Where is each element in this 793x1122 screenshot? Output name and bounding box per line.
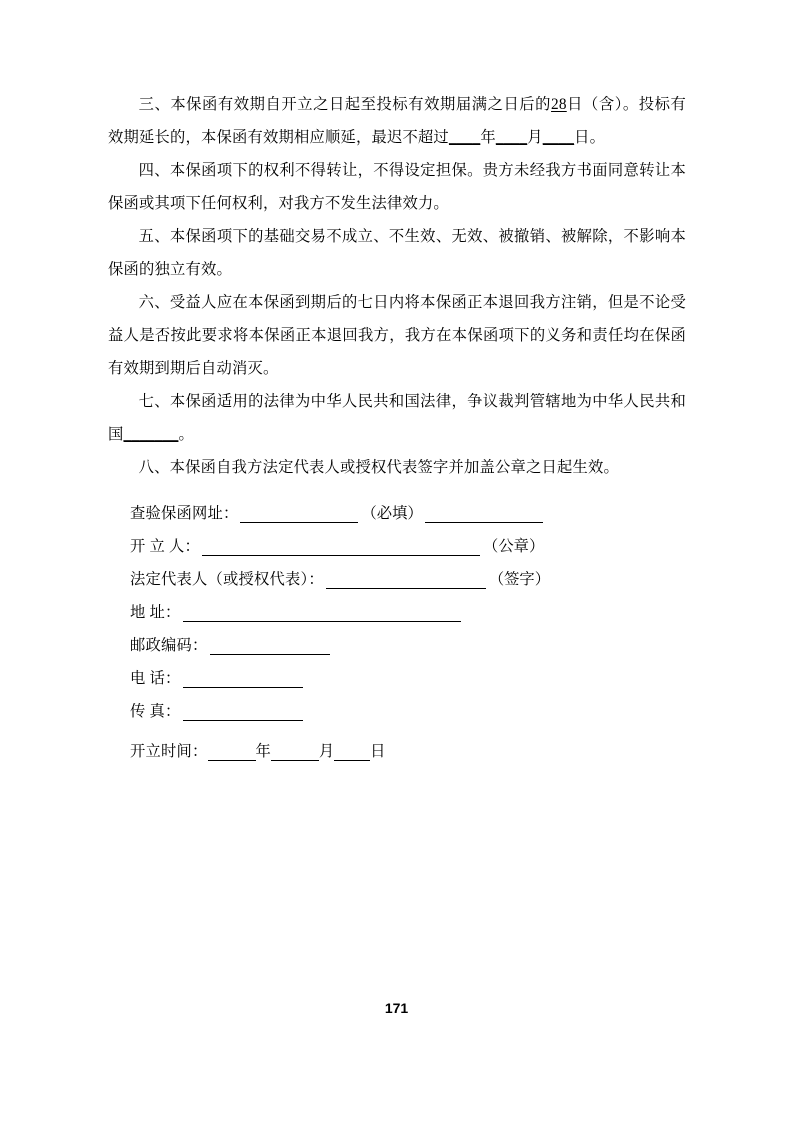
telephone-line — [183, 672, 303, 688]
clause-7-jurisdiction-blank: _______ — [123, 426, 179, 443]
field-row-postcode — [130, 622, 686, 655]
legal-rep-label: 法定代表人（或授权代表）： — [130, 571, 324, 588]
field-row-legal-rep — [130, 556, 686, 589]
paragraph-clause-4: 四、本保函项下的权利不得转让，不得设定担保。贵方未经我方书面同意转让本保函或其项下任何权利，对我方不发生法律效力。 — [108, 162, 686, 212]
issuer-note: （公章） — [483, 538, 545, 555]
paragraph-clause-7 — [108, 385, 686, 451]
telephone-label: 电 话： — [130, 670, 181, 687]
paragraph-clause-6: 六、受益人应在本保函到期后的七日内将本保函正本退回我方注销，但是不论受益人是否按此要求将本保函正本退回我方，我方在本保函项下的义务和责任均在保函有效期到期后自动消灭。 — [108, 294, 686, 377]
clause-7-text-part-2: 。 — [178, 426, 194, 443]
field-row-telephone — [130, 655, 686, 688]
paragraph-clause-8: 八、本保函自我方法定代表人或授权代表签字并加盖公章之日起生效。 — [138, 459, 619, 476]
paragraph-clause-5: 五、本保函项下的基础交易不成立、不生效、无效、被撤销、被解除，不影响本保函的独立有效。 — [108, 228, 686, 278]
issue-date-label: 开立时间： — [130, 743, 208, 760]
field-row-issuer — [130, 523, 686, 556]
issue-date-month-label: 月 — [318, 743, 335, 760]
issue-date-year-blank — [208, 745, 256, 761]
legal-rep-note: （签字） — [488, 571, 551, 588]
clause-7-text-part-1: 七、本保函适用的法律为中华人民共和国法律，争议裁判管辖地为中华人民共和国 — [108, 393, 686, 443]
clause-3-text-part-1: 三、本保函有效期自开立之日起至投标有效期届满之日后的 — [138, 96, 552, 113]
field-row-fax — [130, 688, 686, 721]
issuer-label: 开 立 人： — [130, 538, 201, 555]
clause-3-year-label: 年 — [480, 129, 496, 146]
verify-url-line-part-2 — [425, 507, 543, 523]
clause-3-year-blank: ____ — [448, 129, 481, 146]
document-body — [108, 88, 686, 761]
verify-url-label: 查验保函网址： — [130, 505, 239, 522]
clause-3-day-blank: ____ — [542, 129, 575, 146]
field-row-issue-date — [130, 721, 686, 761]
issue-date-month-blank — [271, 745, 319, 761]
clause-3-day-label: 日。 — [574, 129, 606, 146]
verify-url-line-part-1 — [240, 507, 358, 523]
field-row-verify-url — [130, 490, 686, 523]
signature-fields — [108, 490, 686, 761]
fax-line — [183, 705, 303, 721]
verify-url-note: （必填） — [361, 505, 423, 522]
clause-3-month-label: 月 — [527, 129, 543, 146]
paragraph-clause-3 — [108, 88, 686, 154]
postcode-label: 邮政编码： — [130, 637, 208, 654]
address-label: 地 址： — [130, 604, 181, 621]
legal-rep-line — [326, 573, 486, 589]
clause-3-validity-days: 28 — [551, 96, 567, 113]
field-row-address — [130, 589, 686, 622]
address-line — [183, 606, 461, 622]
issue-date-year-label: 年 — [255, 743, 271, 760]
clause-3-month-blank: ____ — [495, 129, 528, 146]
postcode-line — [210, 639, 330, 655]
issuer-line — [202, 540, 480, 556]
issue-date-day-blank — [334, 745, 370, 761]
page-number: 171 — [384, 1000, 409, 1016]
clause-3-text-part-2: 日（含）。投标有效期延长的，本保函有效期相应顺延，最迟不超过 — [108, 96, 687, 146]
fax-label: 传 真： — [130, 703, 181, 720]
issue-date-day-label: 日 — [370, 743, 386, 760]
